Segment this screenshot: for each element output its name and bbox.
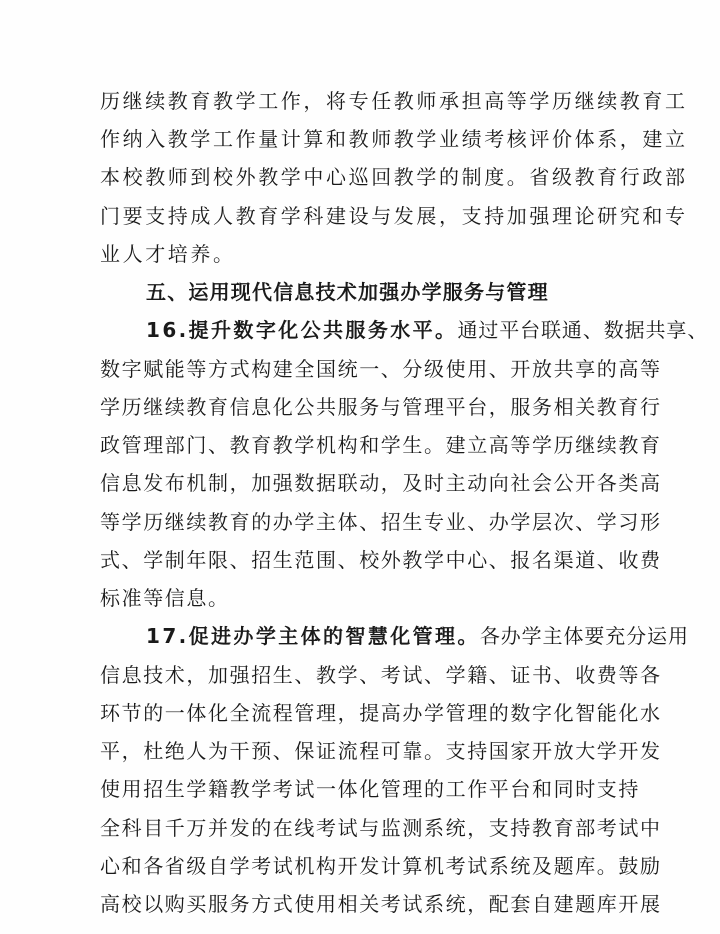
paragraph-line: 式、学制年限、招生范围、校外教学中心、报名渠道、收费 xyxy=(100,548,662,572)
paragraph-line: 全科目千万并发的在线考试与监测系统，支持教育部考试中 xyxy=(100,816,662,840)
paragraph-line: 标准等信息。 xyxy=(100,586,230,610)
paragraph-line: 等学历继续教育的办学主体、招生专业、办学层次、学习形 xyxy=(100,510,662,534)
paragraph-line: 信息技术，加强招生、教学、考试、学籍、证书、收费等各 xyxy=(100,663,662,687)
paragraph-line: 历继续教育教学工作，将专任教师承担高等学历继续教育工 xyxy=(100,89,688,113)
paragraph-line: 平，杜绝人为干预、保证流程可靠。支持国家开放大学开发 xyxy=(100,739,662,763)
paragraph-line: 业人才培养。 xyxy=(100,242,236,266)
paragraph-line: 高校以购买服务方式使用相关考试系统，配套自建题库开展 xyxy=(100,892,662,916)
item16-first-line-text: 通过平台联通、数据共享、 xyxy=(457,318,709,342)
item17-first-line-text: 各办学主体要充分运用 xyxy=(479,624,689,648)
paragraph-line: 本校教师到校外教学中心巡回教学的制度。省级教育行政部 xyxy=(100,165,688,189)
item17-first-line xyxy=(146,624,689,648)
paragraph-line: 心和各省级自学考试机构开发计算机考试系统及题库。鼓励 xyxy=(100,854,662,878)
paragraph-line: 政管理部门、教育教学机构和学生。建立高等学历继续教育 xyxy=(100,433,662,457)
paragraph-line: 门要支持成人教育学科建设与发展，支持加强理论研究和专 xyxy=(100,204,688,228)
paragraph-line: 学历继续教育信息化公共服务与管理平台，服务相关教育行 xyxy=(100,395,662,419)
paragraph-line: 环节的一体化全流程管理，提高办学管理的数字化智能化水 xyxy=(100,701,662,725)
paragraph-line: 信息发布机制，加强数据联动，及时主动向社会公开各类高 xyxy=(100,471,662,495)
item16-first-line xyxy=(146,318,709,342)
item16-title: 16.提升数字化公共服务水平。 xyxy=(146,318,458,342)
item17-title: 17.促进办学主体的智慧化管理。 xyxy=(146,624,480,648)
paragraph-line: 使用招生学籍教学考试一体化管理的工作平台和同时支持 xyxy=(100,777,640,801)
section-heading: 五、运用现代信息技术加强办学服务与管理 xyxy=(146,280,549,304)
paragraph-line: 数字赋能等方式构建全国统一、分级使用、开放共享的高等 xyxy=(100,357,662,381)
paragraph-line: 作纳入教学工作量计算和教师教学业绩考核评价体系，建立 xyxy=(100,127,688,151)
